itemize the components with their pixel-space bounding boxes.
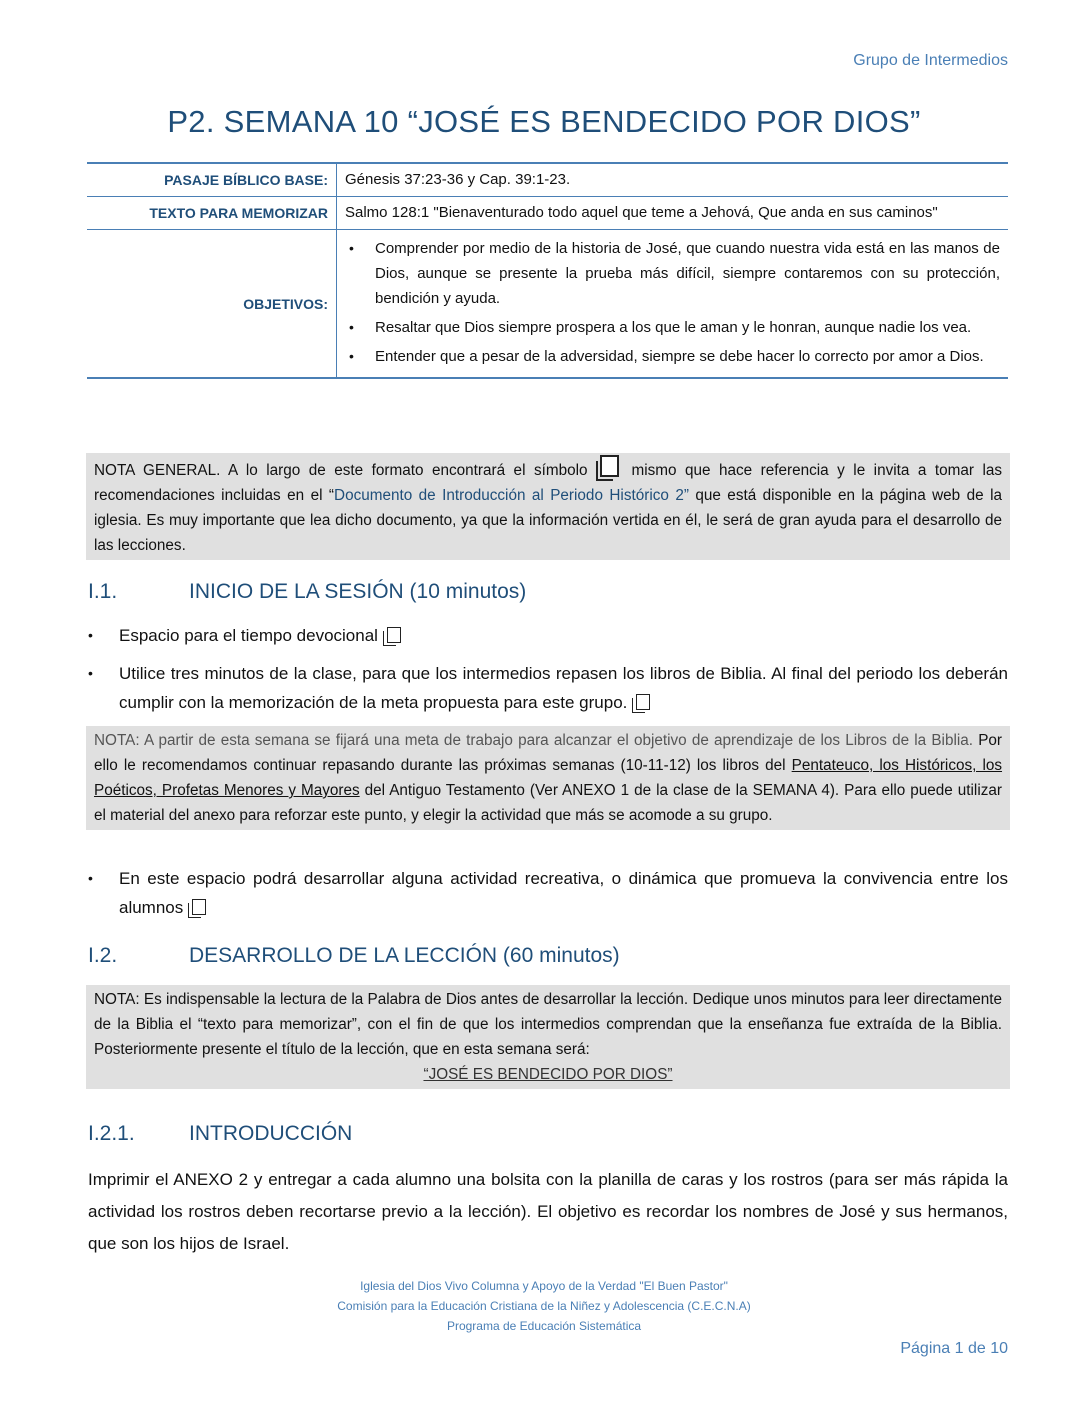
pasaje-row	[87, 163, 1008, 197]
footer-line: Programa de Educación Sistemática	[446, 1319, 642, 1333]
section-title: DESARROLLO DE LA LECCIÓN (60 minutos)	[189, 944, 620, 967]
bullet-text: Espacio para el tiempo devocional	[119, 626, 378, 645]
bullet-dot: •	[88, 870, 93, 886]
section-heading-desarrollo	[88, 944, 620, 968]
objetivos-list	[345, 236, 1000, 369]
intro-document-name: Documento de Introducción al Periodo Histórico 2”	[334, 487, 689, 504]
document-copy-icon	[387, 627, 401, 643]
introduccion-paragraph: Imprimir el ANEXO 2 y entregar a cada alumno una bolsita con la planilla de caras y los rostros (para ser más rápida la actividad los rostros deben recortarse previo a la lección). El objetivo es recordar los nombres de José y sus hermanos, que son los hijos de Israel.	[88, 1170, 1008, 1253]
objetivos-label: OBJETIVOS:	[87, 230, 337, 379]
section-number: I.1.	[88, 580, 118, 603]
nota-underlined-books: Pentateuco, los Históricos, los Poéticos, Profetas Menores y Mayores	[94, 757, 1003, 799]
nota-general-part2: mismo que hace referencia y le invita a tomar las recomendaciones incluidas en el “	[94, 462, 1002, 504]
nota-general-part1: NOTA GENERAL. A lo largo de este formato encontrará el símbolo	[94, 462, 588, 479]
bullet-item	[88, 864, 1008, 922]
objetivo-item: • Resaltar que Dios siempre prospera a los que le aman y le honran, aunque nadie los vea.	[375, 315, 1000, 340]
section-title: INTRODUCCIÓN	[189, 1122, 353, 1145]
objetivos-row	[87, 230, 1008, 379]
memorizar-row	[87, 197, 1008, 230]
bullet-dot: •	[88, 627, 93, 643]
page-footer	[0, 1276, 1088, 1336]
nota-libros-biblia	[86, 726, 1010, 830]
section-heading-introduccion	[88, 1122, 352, 1146]
nota-text: NOTA: Es indispensable la lectura de la Palabra de Dios antes de desarrollar la lección. Dedique unos minutos para leer directamente de la Biblia el “texto para memorizar”, con el fin de que los intermedios comprendan que la enseñanza fue extraída de la Biblia. Posteriormente presente el título de la lección, que en esta semana será:	[94, 991, 1002, 1058]
section-number: I.2.1.	[88, 1122, 135, 1145]
nota-text: Por ello le recomendamos continuar repasando durante las próximas semanas (10-11-12) los libros del	[94, 732, 1002, 774]
document-copy-icon	[636, 694, 650, 710]
objetivo-item: • Entender que a pesar de la adversidad, siempre se debe hacer lo correcto por amor a Dios.	[375, 344, 1000, 369]
nota-text: del Antiguo Testamento (Ver ANEXO 1 de la clase de la SEMANA 4). Para ello puede utilizar el material del anexo para reforzar este punto, y elegir la actividad que más se acomode a su grupo.	[94, 782, 1002, 824]
lesson-title-reference: “JOSÉ ES BENDECIDO POR DIOS”	[423, 1066, 673, 1083]
bullet-text: En este espacio podrá desarrollar alguna actividad recreativa, o dinámica que promueva la convivencia entre los alumnos	[119, 869, 1008, 917]
nota-general-part3: que está disponible en la página web de la iglesia. Es muy importante que lea dicho documento, ya que la información vertida en él, le será de gran ayuda para el desarrollo de las lecciones.	[94, 487, 1002, 554]
memorizar-value: Salmo 128:1 "Bienaventurado todo aquel que teme a Jehová, Que anda en sus caminos"	[345, 204, 938, 221]
footer-line: Comisión para la Educación Cristiana de la Niñez y Adolescencia (C.E.C.N.A)	[337, 1299, 751, 1313]
pasaje-label: PASAJE BÍBLICO BASE:	[87, 163, 337, 197]
section-number: I.2.	[88, 944, 118, 967]
lesson-info-table	[87, 162, 1008, 379]
footer-line: Iglesia del Dios Vivo Columna y Apoyo de la Verdad "El Buen Pastor"	[360, 1279, 728, 1293]
bullet-item	[88, 659, 1008, 717]
pasaje-value: Génesis 37:23-36 y Cap. 39:1-23.	[345, 171, 571, 188]
page-title: P2. SEMANA 10 “JOSÉ ES BENDECIDO POR DIOS”	[167, 104, 921, 139]
objetivos-value	[337, 230, 1009, 379]
nota-gray-text: NOTA: A partir de esta semana se fijará una meta de trabajo para alcanzar el objetivo de aprendizaje de los Libros de la Biblia.	[94, 732, 974, 749]
nota-general	[86, 453, 1010, 560]
bullet-dot: •	[88, 665, 93, 681]
objetivo-item: • Comprender por medio de la historia de José, que cuando nuestra vida está en las manos de Dios, aunque se presente la prueba más difícil, siempre contaremos con su protección, bendición y ayuda.	[375, 236, 1000, 311]
bullet-text: Utilice tres minutos de la clase, para que los intermedios repasen los libros de Biblia. Al final del periodo los deberán cumplir con la memorización de la meta propuesta para este grupo.	[119, 664, 1008, 712]
bullet-item	[88, 621, 1008, 650]
document-copy-icon	[192, 899, 206, 915]
page-number: Página 1 de 10	[900, 1340, 1008, 1357]
section-title: INICIO DE LA SESIÓN (10 minutos)	[189, 580, 527, 603]
document-copy-icon	[600, 455, 619, 477]
nota-desarrollo	[86, 985, 1010, 1089]
header-group-label: Grupo de Intermedios	[853, 52, 1008, 69]
section-heading-inicio	[88, 580, 526, 604]
memorizar-label: TEXTO PARA MEMORIZAR	[87, 197, 337, 230]
